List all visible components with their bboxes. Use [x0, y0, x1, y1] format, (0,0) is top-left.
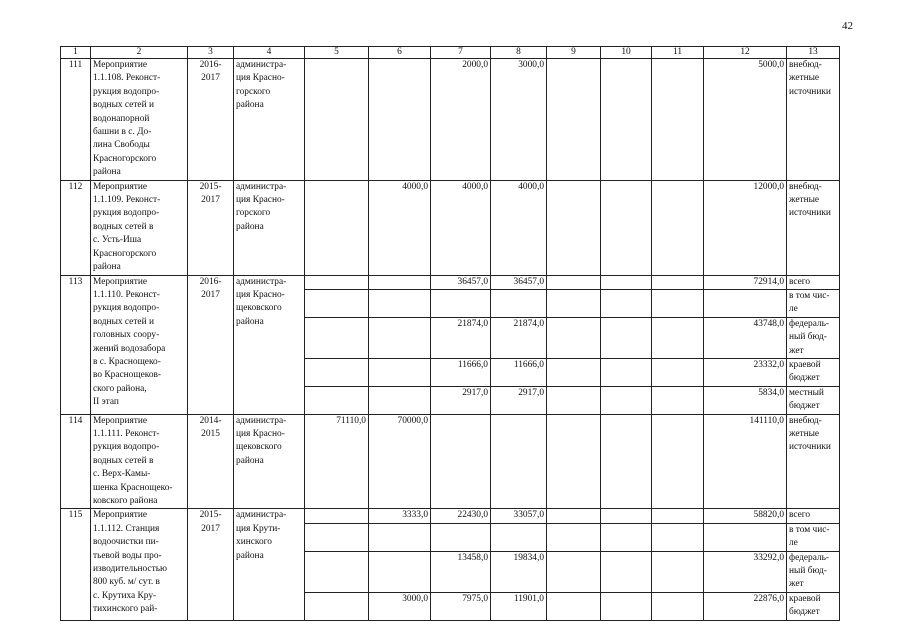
funding-source: в том чис- ле	[787, 523, 840, 551]
amount-cell-col5: 71110,0	[305, 414, 369, 509]
amount-cell-col6	[369, 386, 431, 414]
funding-source: всего	[787, 509, 840, 523]
amount-cell-col9	[547, 358, 601, 386]
column-header: 5	[305, 47, 369, 59]
amount-cell-col8: 19834,0	[491, 551, 547, 592]
amount-cell-col10	[601, 358, 652, 386]
funding-source: внебюд- жетные источники	[787, 180, 840, 275]
amount-cell-col9	[547, 414, 601, 509]
amount-cell-col6: 3333,0	[369, 509, 431, 523]
amount-cell-col12: 33292,0	[704, 551, 787, 592]
amount-cell-col12: 5834,0	[704, 386, 787, 414]
table-row	[61, 509, 840, 523]
amount-cell-col12	[704, 289, 787, 317]
amount-cell-col7: 22430,0	[431, 509, 491, 523]
amount-cell-col10	[601, 275, 652, 289]
amount-cell-col6	[369, 289, 431, 317]
measure-executor: администра- ция Крути- хинского района	[234, 509, 305, 620]
amount-cell-col11	[652, 551, 704, 592]
amount-cell-col10	[601, 180, 652, 275]
amount-cell-col12: 58820,0	[704, 509, 787, 523]
table-row	[61, 414, 840, 509]
measure-name: Мероприятие 1.1.109. Реконст- рукция водопро- водных сетей в с. Усть-Иша Красногорского района	[91, 180, 188, 275]
measure-name: Мероприятие 1.1.111. Реконст- рукция водопро- водных сетей в с. Верх-Камы- шенка Краснощеко- ковского района	[91, 414, 188, 509]
header-row	[61, 47, 840, 59]
amount-cell-col6: 3000,0	[369, 592, 431, 620]
amount-cell-col7: 4000,0	[431, 180, 491, 275]
row-number: 115	[61, 509, 91, 620]
amount-cell-col11	[652, 180, 704, 275]
amount-cell-col12	[704, 523, 787, 551]
measure-years: 2015- 2017	[188, 509, 234, 620]
amount-cell-col5	[305, 386, 369, 414]
amount-cell-col6	[369, 275, 431, 289]
amount-cell-col11	[652, 414, 704, 509]
amount-cell-col9	[547, 275, 601, 289]
amount-cell-col6	[369, 551, 431, 592]
column-header: 13	[787, 47, 840, 59]
column-header: 10	[601, 47, 652, 59]
amount-cell-col9	[547, 509, 601, 523]
table-row	[61, 275, 840, 289]
funding-source: краевой бюджет	[787, 592, 840, 620]
amount-cell-col11	[652, 509, 704, 523]
amount-cell-col9	[547, 59, 601, 181]
amount-cell-col8	[491, 523, 547, 551]
amount-cell-col5	[305, 180, 369, 275]
amount-cell-col8	[491, 414, 547, 509]
column-header: 8	[491, 47, 547, 59]
column-header: 3	[188, 47, 234, 59]
amount-cell-col7	[431, 523, 491, 551]
amount-cell-col7: 36457,0	[431, 275, 491, 289]
amount-cell-col11	[652, 59, 704, 181]
funding-source: внебюд- жетные источники	[787, 59, 840, 181]
amount-cell-col10	[601, 592, 652, 620]
amount-cell-col10	[601, 414, 652, 509]
amount-cell-col11	[652, 289, 704, 317]
funding-source: федераль- ный бюд- жет	[787, 317, 840, 358]
column-header: 6	[369, 47, 431, 59]
measure-years: 2014- 2015	[188, 414, 234, 509]
amount-cell-col5	[305, 523, 369, 551]
amount-cell-col12: 5000,0	[704, 59, 787, 181]
amount-cell-col10	[601, 523, 652, 551]
amount-cell-col10	[601, 317, 652, 358]
amount-cell-col9	[547, 551, 601, 592]
measure-executor: администра- ция Красно- щековского района	[234, 275, 305, 414]
amount-cell-col11	[652, 358, 704, 386]
column-header: 11	[652, 47, 704, 59]
amount-cell-col5	[305, 358, 369, 386]
amount-cell-col10	[601, 551, 652, 592]
amount-cell-col12: 141110,0	[704, 414, 787, 509]
funding-source: краевой бюджет	[787, 358, 840, 386]
amount-cell-col5	[305, 592, 369, 620]
row-number: 113	[61, 275, 91, 414]
amount-cell-col11	[652, 275, 704, 289]
amount-cell-col12: 23332,0	[704, 358, 787, 386]
column-header: 1	[61, 47, 91, 59]
row-number: 112	[61, 180, 91, 275]
program-measures-table	[60, 46, 840, 621]
amount-cell-col5	[305, 317, 369, 358]
amount-cell-col7: 2917,0	[431, 386, 491, 414]
amount-cell-col10	[601, 386, 652, 414]
amount-cell-col5	[305, 59, 369, 181]
amount-cell-col12: 22876,0	[704, 592, 787, 620]
funding-source: в том чис- ле	[787, 289, 840, 317]
amount-cell-col7: 2000,0	[431, 59, 491, 181]
page-number: 42	[842, 20, 853, 32]
amount-cell-col11	[652, 317, 704, 358]
amount-cell-col5	[305, 551, 369, 592]
amount-cell-col7: 11666,0	[431, 358, 491, 386]
measure-years: 2016- 2017	[188, 59, 234, 181]
amount-cell-col5	[305, 289, 369, 317]
amount-cell-col9	[547, 592, 601, 620]
amount-cell-col6	[369, 523, 431, 551]
amount-cell-col8: 36457,0	[491, 275, 547, 289]
amount-cell-col6	[369, 317, 431, 358]
amount-cell-col9	[547, 386, 601, 414]
row-number: 114	[61, 414, 91, 509]
measure-name: Мероприятие 1.1.112. Станция водоочистки пи- тьевой воды про- изводительностью 800 куб. м/ сут. в с. Крутиха Кру- тихинского рай-	[91, 509, 188, 620]
amount-cell-col8: 4000,0	[491, 180, 547, 275]
amount-cell-col8: 21874,0	[491, 317, 547, 358]
amount-cell-col11	[652, 592, 704, 620]
amount-cell-col6: 70000,0	[369, 414, 431, 509]
amount-cell-col8: 11901,0	[491, 592, 547, 620]
funding-source: внебюд- жетные источники	[787, 414, 840, 509]
column-header: 12	[704, 47, 787, 59]
amount-cell-col11	[652, 386, 704, 414]
amount-cell-col7	[431, 289, 491, 317]
amount-cell-col8: 3000,0	[491, 59, 547, 181]
amount-cell-col6	[369, 59, 431, 181]
amount-cell-col8: 11666,0	[491, 358, 547, 386]
amount-cell-col12: 12000,0	[704, 180, 787, 275]
amount-cell-col12: 72914,0	[704, 275, 787, 289]
measure-executor: администра- ция Красно- горского района	[234, 180, 305, 275]
amount-cell-col7: 7975,0	[431, 592, 491, 620]
measure-executor: администра- ция Красно- горского района	[234, 59, 305, 181]
column-header: 9	[547, 47, 601, 59]
measure-executor: администра- ция Красно- щековского района	[234, 414, 305, 509]
column-header: 7	[431, 47, 491, 59]
amount-cell-col9	[547, 289, 601, 317]
amount-cell-col8: 33057,0	[491, 509, 547, 523]
amount-cell-col9	[547, 523, 601, 551]
measure-name: Мероприятие 1.1.110. Реконст- рукция водопро- водных сетей и головных соору- жений водозабора в с. Краснощеко- во Краснощеков- ского района, II этап	[91, 275, 188, 414]
amount-cell-col6	[369, 358, 431, 386]
amount-cell-col12: 43748,0	[704, 317, 787, 358]
amount-cell-col10	[601, 59, 652, 181]
amount-cell-col5	[305, 275, 369, 289]
funding-source: всего	[787, 275, 840, 289]
amount-cell-col8	[491, 289, 547, 317]
measure-name: Мероприятие 1.1.108. Реконст- рукция водопро- водных сетей и водонапорной башни в с. До- лина Свободы Красногорского района	[91, 59, 188, 181]
amount-cell-col5	[305, 509, 369, 523]
amount-cell-col11	[652, 523, 704, 551]
amount-cell-col10	[601, 289, 652, 317]
amount-cell-col9	[547, 180, 601, 275]
measure-years: 2016- 2017	[188, 275, 234, 414]
amount-cell-col10	[601, 509, 652, 523]
amount-cell-col6: 4000,0	[369, 180, 431, 275]
amount-cell-col7	[431, 414, 491, 509]
table-row	[61, 59, 840, 181]
column-header: 4	[234, 47, 305, 59]
amount-cell-col8: 2917,0	[491, 386, 547, 414]
funding-source: местный бюджет	[787, 386, 840, 414]
table-row	[61, 180, 840, 275]
amount-cell-col7: 21874,0	[431, 317, 491, 358]
measure-years: 2015- 2017	[188, 180, 234, 275]
amount-cell-col7: 13458,0	[431, 551, 491, 592]
funding-source: федераль- ный бюд- жет	[787, 551, 840, 592]
amount-cell-col9	[547, 317, 601, 358]
column-header: 2	[91, 47, 188, 59]
row-number: 111	[61, 59, 91, 181]
